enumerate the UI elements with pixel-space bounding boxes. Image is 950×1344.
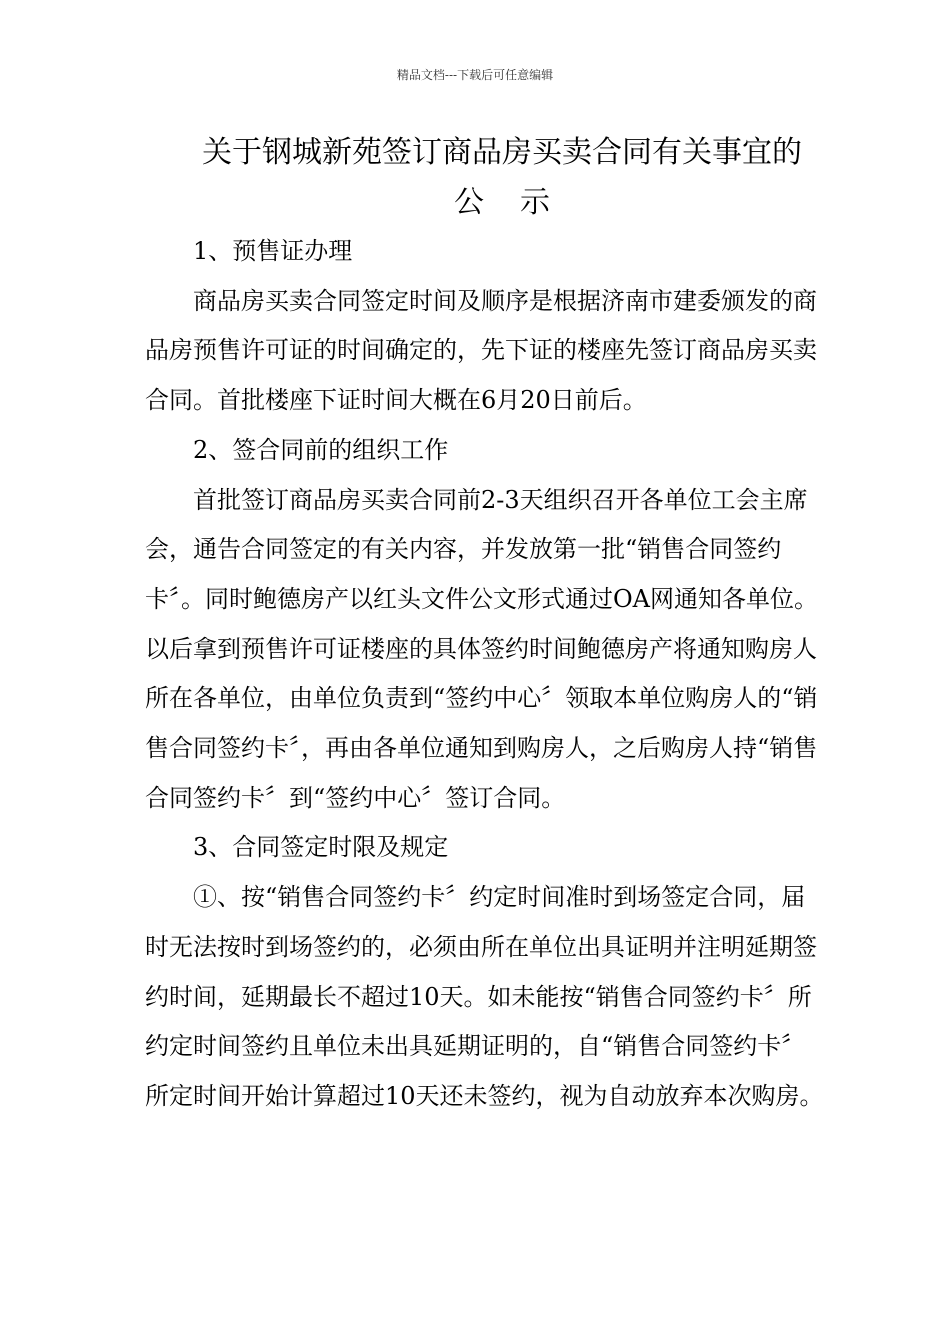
section-heading-presale-license: 1、预售证办理 [193,237,353,265]
section-heading-organization: 2、签合同前的组织工作 [193,435,449,464]
section-heading-time-limits: 3、合同签定时限及规定 [193,833,449,862]
document-title-line-1: 关于钢城新苑签订商品房买卖合同有关事宜的 [202,135,802,170]
document-body [145,227,825,1122]
document-title-line-2: 公示 [454,185,586,220]
paragraph-time-limits: ①、按“销售合同签约卡〞约定时间准时到场签定合同，届时无法按时到场签约的，必须由所在单位出具证明并注明延期签约时间，延期最长不超过10天。如未能按“销售合同签约卡〞所约定时间签约且单位未出具延期证明的，自“销售合同签约卡〞所定时间开始计算超过10天还未签约，视为自动放弃本次购房。 [145,883,824,1110]
header-note: 精品文档---下载后可任意编辑 [396,68,554,82]
paragraph-organization: 首批签订商品房买卖合同前2-3天组织召开各单位工会主席会，通告合同签定的有关内容，并发放第一批“销售合同签约卡〞。同时鲍德房产以红头文件公文形式通过OA网通知各单位。以后拿到预售许可证楼座的具体签约时间鲍德房产将通知购房人所在各单位，由单位负责到“签约中心〞领取本单位购房人的“销售合同签约卡〞，再由各单位通知到购房人，之后购房人持“销售合同签约卡〞到“签约中心〞签订合同。 [145,485,819,812]
paragraph-contract-order: 商品房买卖合同签定时间及顺序是根据济南市建委颁发的商品房预售许可证的时间确定的，先下证的楼座先签订商品房买卖合同。首批楼座下证时间大概在6月20日前后。 [145,286,817,415]
